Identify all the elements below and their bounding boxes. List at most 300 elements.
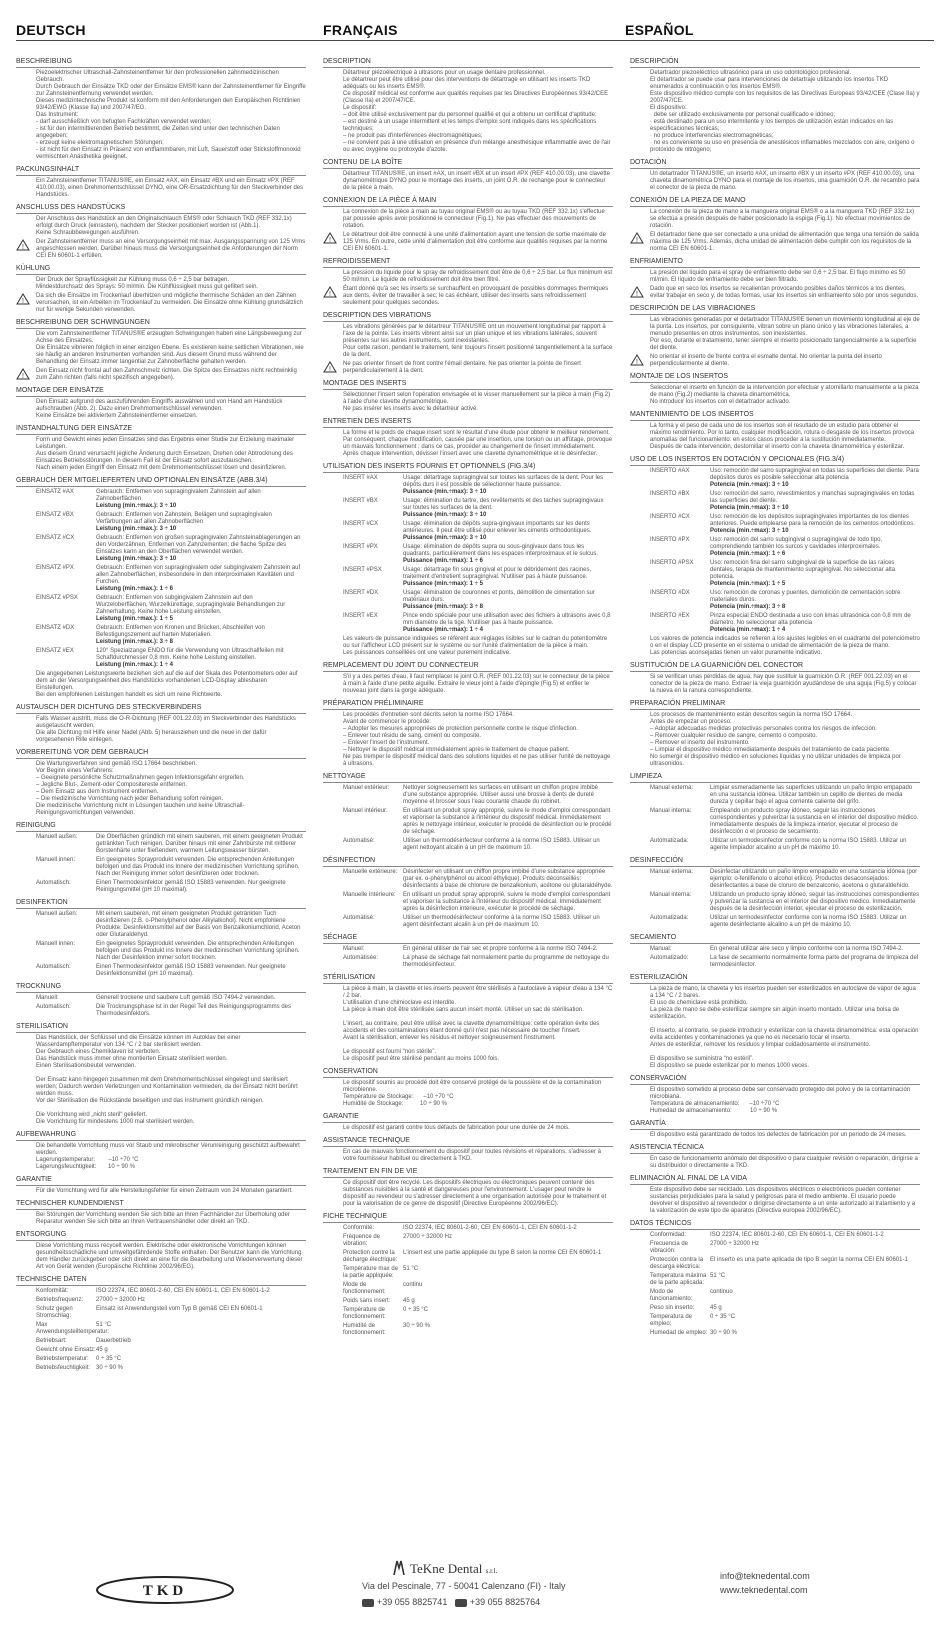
svg-text:!: ! <box>329 291 331 298</box>
insert-desc <box>96 625 306 646</box>
section-text-asistencia: En caso de funcionamiento anómalo del dispositivo o para cualquier revisión o reparación, dirigirse a su distribuidor o directamente a TKD. <box>650 1156 920 1169</box>
row-label: Manual externa: <box>650 869 694 875</box>
row-label: Manuell innen: <box>36 941 76 947</box>
insert-desc <box>96 648 306 669</box>
insert-name: INSERT #BX <box>343 498 378 504</box>
section-title-preparation: PRÉPARATION PRÉLIMINAIRE <box>323 700 613 710</box>
data-row <box>323 1234 613 1248</box>
section-title-vibraciones: DESCRIPCIÓN DE LAS VIBRACIONES <box>630 305 920 315</box>
section-title-beschreibung: BESCHREIBUNG <box>16 58 306 68</box>
insert-row <box>16 625 306 646</box>
section-text-instandhaltung: Form und Gewicht eines jeden Einsatzes sind das Ergebnis einer Studie zur Erzielung maximaler Leistungen. Aus diesem Grund verursacht jegliche Änderung durch Einsetzen, Drehen oder Abtrocknung des Einsatzes Betriebsstörungen. In diesem Fall ist der Einsatz sofort auszutauschen. Nach einem jeden Eingriff den Einsatz mit dem Drehmomentschlüssel lösen und desinfizieren. <box>36 437 295 471</box>
data-row <box>630 1314 920 1328</box>
row-value: 30 ÷ 90 % <box>403 1323 430 1329</box>
warning-schwingungen <box>16 368 306 382</box>
row-value: Utilizar un termodesinfector conforme con la norma ISO 15883. Utilizar un agente desinfectante alcalino a un pH de máximo 10. <box>710 915 909 928</box>
section-title-gebrauch: GEBRAUCH DER MITGELIEFERTEN UND OPTIONALEN EINSÄTZE (ABB.3/4) <box>16 477 306 487</box>
row-label: Temperatura máxima de la parte aplicada: <box>650 1273 707 1286</box>
data-row <box>630 785 920 806</box>
data-row <box>323 892 613 913</box>
row-value: Utiliser un thermodésinfecteur conforme à la norme ISO 15883. Utiliser un agent nettoyant alcalin à un pH de maximum 10. <box>403 838 602 851</box>
row-label: Betriebsfrequenz: <box>36 1297 84 1303</box>
data-row <box>630 1305 920 1312</box>
row-value: En general utilizar aire seco y limpio conforme con la norma ISO 7494-2. <box>710 946 904 952</box>
insert-row <box>630 590 920 611</box>
row-value: En général utiliser de l'air sec et propre conforme à la norme ISO 7494-2. <box>403 946 598 952</box>
row-label: Manuelle extérieure: <box>343 869 398 875</box>
insert-desc <box>403 475 613 496</box>
section-title-technische: TECHNISCHE DATEN <box>16 1276 306 1286</box>
insert-desc <box>710 537 920 558</box>
insert-row <box>323 567 613 588</box>
section-text-sterilisation: La pièce à main, la clavette et les inserts peuvent être stérilisés à l'autoclave à vapeur d'eau à 134 °C / 2 bar. L'utilisation d'une chimioclave est interdite. La pièce à main doit être stérilisée sans aucun insert monté. Utiliser un sac de stérilisation. L'insert, au contraire, peut être utilisé avec la clavette dynamométrique: cette opération évite des accidents et des contaminations étant donné qu'il n'est pas nécessaire de toucher l'insert. Avant la stérilisation, enlever les résidus et nettoyer soigneusement l'instrument. Le dispositif est fourni “non stérile”. Le dispositif peut être stérilisé pendant au moins 1000 fois. <box>343 986 613 1062</box>
data-row <box>16 834 306 855</box>
data-row <box>323 1323 613 1337</box>
row-value: ISO 22374, IEC 80601-2-60, CEI EN 60601-1, CEI EN 60601-1-2 <box>403 1225 577 1231</box>
row-label: Protección contra la descarga eléctrica: <box>650 1257 704 1270</box>
section-title-description: DESCRIPTION <box>323 58 613 68</box>
insert-row <box>630 537 920 558</box>
section-text-kundendienst: Bei Störungen der Vorrichtung wenden Sie sich bitte an Ihren Fachhändler zur Überholung oder Reparatur wenden Sie sich bitte an Ihren Vertrauenshändler oder direkt an TKD. <box>36 1212 292 1225</box>
row-label: Manual interna: <box>650 808 692 814</box>
warning-text: Der Zahnsteinentferner muss an eine Versorgungseinheit mit max. Ausgangsspannung von 125 Vrms angeschlossen werden. Darüber hinaus muss die Versorgungseinheit die Anforderungen der Norm CEI EN 60601-1 erfüllen. <box>36 239 306 259</box>
warning-kuehlung <box>16 293 306 314</box>
row-value: 27000 ÷ 32000 Hz <box>96 1297 145 1303</box>
row-value: 45 g <box>710 1305 722 1311</box>
row-label: Automatisch: <box>36 1004 71 1010</box>
insert-row <box>16 512 306 533</box>
section-text-conservacion: El dispositivo sometido al proceso debe ser conservado protegido del polvo y de la contaminación microbiana. Temperatura de almacenamiento: –10 ÷70 °C Humedad de almacenamiento: 10 ÷ 90 % <box>650 1087 911 1114</box>
svg-text:!: ! <box>329 366 331 373</box>
warning-refroid <box>323 286 613 307</box>
row-value: 45 g <box>96 1347 108 1353</box>
data-row <box>16 1338 306 1345</box>
row-label: Manuel intérieur: <box>343 808 388 814</box>
email-link[interactable]: info@teknedental.com <box>720 1571 810 1581</box>
section-title-kundendienst: TECHNISCHER KUNDENDIENST <box>16 1200 306 1210</box>
insert-name: INSERT #DX <box>343 590 379 596</box>
warning-text: Le détartreur doit être connecté à une unité d'alimentation ayant une tension de sortie maximale de 125 Vrms. En outre, cette unité d'alimentation doit être conforme aux qualités requises par la norme CEI EN 60601-1. <box>343 232 608 252</box>
section-text-traitement: Ce dispositif doit être recyclé. Les dispositifs électriques ou électroniques peuvent contenir des substances nuisibles à la santé et dangereuses pour l'environnement. L'usager peut rendre le dispositif au revendeur ou s'adresser directement à une organisation autorisée pour le traitement et pour la valorisation de ce genre de dispositif (Directive Européenne 2002/96/EC). <box>343 1180 608 1207</box>
data-row <box>16 995 306 1002</box>
row-value: 51 °C <box>710 1273 726 1279</box>
insert-power: Potencia (min.÷max): 3 ÷ 10 <box>710 528 789 534</box>
insert-power: Puissance (min.÷max): 1 ÷ 5 <box>403 581 483 587</box>
data-row <box>630 892 920 913</box>
insert-row <box>323 475 613 496</box>
section-text-entretien: La forme et le poids de chaque insert sont le résultat d'une étude pour obtenir le meilleur rendement. Par conséquent, chaque modification, causée par une insertion, une torsion ou un affûtage, provoque un mauvais fonctionnement ; dans ce cas, procéder au changement de l'insert immédiatement. Après chaque intervention, dévisser l'insert avec une clavette dynamométrique et le désinfecter. <box>343 430 613 457</box>
svg-text:!: ! <box>22 244 24 251</box>
data-row <box>630 1273 920 1287</box>
insert-usage: Pince endo spéciale pour une utilisation avec des fichiers à ultrasons avec 0,8 mm diamètre de la tige. N'utiliser pas à haute puissance. <box>403 613 613 626</box>
section-title-trocknung: TROCKNUNG <box>16 983 306 993</box>
data-row <box>323 785 613 806</box>
insert-name: INSERT #PX <box>343 544 378 550</box>
row-label: Gewicht ohne Einsatz: <box>36 1347 96 1353</box>
section-title-entsorgung: ENTSORGUNG <box>16 1231 306 1241</box>
insert-name: EINSATZ #CX <box>36 535 75 541</box>
row-value: Dauerbetrieb <box>96 1338 131 1344</box>
section-text-montaje: Seleccionar el inserto en función de la intervención por efectuar y atornillarlo manualmente a la pieza de mano (Fig.2) mediante la chaveta dinamométrica. No introducir los insertos con el detartrador activado. <box>650 385 919 405</box>
row-value: En utilisant un produit spray approprié, suivre le mode d'emploi correspondant et vaporiser la substance à l'intérieur du dispositif médical. Immédiatement après la désinfection intérieure, exécuter le procédé de séchage. <box>403 892 612 912</box>
row-label: Manual: <box>650 946 672 952</box>
svg-text:!: ! <box>636 359 638 366</box>
row-label: Temperatura de empleo: <box>650 1314 693 1327</box>
section-title-nettoyage: NETTOYAGE <box>323 773 613 783</box>
section-title-sechage: SÉCHAGE <box>323 934 613 944</box>
insert-row <box>630 560 920 588</box>
insert-name: INSERT #EX <box>343 613 378 619</box>
data-row <box>16 1297 306 1304</box>
section-text-preparacion: Los procesos de mantenimiento están descritos según la norma ISO 17664. Antes de empezar un proceso: – Adoptar adecuadas medidas protectivas personales contra los riesgos de infección. – Remover cualquier residuo de sangre, cemento o composito. – Remover el inserto del instrumento. – Limpiar el dispositivo médico inmediatamente después del tratamiento de cada paciente. No sumergir el dispositivo médico en soluciones líquidas y no utilizar unidades de limpieza por ultrasonidos. <box>650 712 901 767</box>
insert-desc <box>710 491 920 512</box>
insert-power: Leistung (min.÷max.): 1 ÷ 4 <box>96 662 173 668</box>
row-label: Betriebstemperatur: <box>36 1356 89 1362</box>
row-value: 0 ÷ 35 °C <box>710 1314 736 1320</box>
row-label: Conformidad: <box>650 1232 687 1238</box>
insert-power: Leistung (min.÷max.): 3 ÷ 8 <box>96 639 173 645</box>
row-label: Automatizado: <box>650 955 689 961</box>
insert-name: EINSATZ #PSX <box>36 595 78 601</box>
insert-power: Puissance (min.÷max): 1 ÷ 6 <box>403 558 483 564</box>
row-label: Max Anwendungsteiltemperatur: <box>36 1322 110 1335</box>
section-title-vibrations: DESCRIPTION DES VIBRATIONS <box>323 312 613 322</box>
row-label: Protection contre la décharge électrique: <box>343 1250 398 1263</box>
row-value: 0 ÷ 35 °C <box>403 1307 429 1313</box>
warning-icon <box>630 286 644 296</box>
row-label: Automatisé: <box>343 838 375 844</box>
phone-icon <box>362 1599 374 1607</box>
warning-icon <box>323 232 337 242</box>
section-text-connexion: La connexion de la pièce à main au tuyau original EMS® ou au tuyau TKD (REF 332.1x) s'effectue par poussée après avoir positionné le connecteur (Fig.1). Ne pas effectuer des mouvements de rotation. <box>343 209 607 229</box>
column-espanol <box>630 58 920 1490</box>
data-row <box>630 1241 920 1255</box>
section-title-eliminacion: ELIMINACIÓN AL FINAL DE LA VIDA <box>630 1175 920 1185</box>
insert-name: INSERT #AX <box>343 475 378 481</box>
section-text-eliminacion: Este dispositivo debe ser reciclado. Los dispositivos eléctricos o electrónicos pueden contener sustancias perjudiciales para la salud y peligrosas para el medio ambiente. El usuario puede devolver el dispositivo al revendedor o dirigirse directamente a un ente autorizado al tratamiento y a la valorización de este tipo de aparatos (Directiva europea 2002/96/EC). <box>650 1187 917 1214</box>
data-row <box>630 808 920 836</box>
data-row <box>630 1257 920 1271</box>
warning-text: Da sich die Einsätze im Trockenlauf überhitzen und mögliche thermische Schäden an den Zähnen verursachen, ist ein Arbeiten im Trockenlauf zu vermeiden. Die Einsätze ohne Kühlung grundsätzlich nur für wenige Sekunden verwenden. <box>36 293 303 313</box>
row-label: Betriebsfeuchtigkeit: <box>36 1365 91 1371</box>
insert-row <box>323 521 613 542</box>
data-row <box>16 1347 306 1354</box>
insert-desc <box>710 590 920 611</box>
insert-power: Puissance (min.÷max): 1 ÷ 4 <box>403 627 483 633</box>
tekne-logo-icon <box>392 1559 406 1577</box>
insert-power: Leistung (min.÷max.): 3 ÷ 10 <box>96 503 177 509</box>
row-value: Nettoyer soigneusement les surfaces en utilisant un chiffon propre imbibé d'une substance appropriée. Utiliser aussi une brosse à dents de dureté moyenne et brosser sous l'eau courante chaude du robinet. <box>403 785 600 805</box>
row-value: Ein geeignetes Sprayprodukt verwenden. Die entsprechenden Anleitungen befolgen und das Produkt ins Innere der medizinischen Vorrichtung sprühen. Nach der Reinigung immer sofort desinfizieren oder trocknen. <box>96 857 302 877</box>
row-label: Frecuencia de vibración: <box>650 1241 689 1254</box>
section-title-fiche: FICHE TECHNIQUE <box>323 1213 613 1223</box>
row-label: Automatisch: <box>36 880 71 886</box>
section-title-garantie: GARANTIE <box>323 1113 613 1123</box>
insert-power: Leistung (min.÷max.): 1 ÷ 6 <box>96 586 173 592</box>
data-row <box>630 946 920 953</box>
row-label: Manuel extérieur: <box>343 785 390 791</box>
row-value: 0 ÷ 35 °C <box>96 1356 122 1362</box>
insert-desc <box>403 590 613 611</box>
warning-connexion <box>323 232 613 253</box>
insert-row <box>323 498 613 519</box>
section-title-packungsinhalt: PACKUNGSINHALT <box>16 166 306 176</box>
data-row <box>630 955 920 969</box>
insert-power: Leistung (min.÷max.): 3 ÷ 10 <box>96 526 177 532</box>
insert-desc <box>710 613 920 634</box>
warning-icon <box>323 361 337 371</box>
row-value: Ein geeignetes Sprayprodukt verwenden. Die entsprechenden Anleitungen befolgen und das Produkt ins Innere der medizinischen Vorrichtung sprühen. Nach der Desinfektion immer sofort trocknen. <box>96 941 302 961</box>
section-text-schwingungen: Die vom Zahnsteinentferner TITANUS®E erzeugten Schwingungen haben eine Längsbewegung zur Achse des Einsatzes. Die Einsätze vibrieren folglich in einer einzigen Ebene. Es existieren keine seitlichen Vibrationen, wie sie häufig an anderen Instrumenten vorhanden sind. Aus diesem Grund muss während der Behandlung der Einsatz immer tangential zur Zahnoberfläche gehalten werden. <box>36 331 304 365</box>
row-label: Automatizada: <box>650 915 689 921</box>
insert-row <box>630 613 920 634</box>
section-text-austausch: Falls Wasser austritt, muss die O-R-Dichtung (REF 001.22.03) im Steckverbinder des Handstücks ausgetauscht werden. Die alte Dichtung mit Hilfe einer Nadel (Abb. 5) herausziehen und die neue in der dafür vorgesehenen Rille einlegen. <box>36 716 296 743</box>
section-text-vorbereitung: Die Wartungsverfahren sind gemäß ISO 17664 beschrieben. Vor Beginn eines Verfahrens: – Geeignete persönliche Schutzmaßnahmen gegen Infektionsgefahr ergreifen. – Jegliche Blut-, Zement-oder Compositereste entfernen. – Dem Einsatz aus dem Instrument entfernen. – Die medizinische Vorrichtung nach jeder Behandlung sofort reinigen. Die medizinische Vorrichtung nicht in Lösungen tauchen und keine Ultraschall-Reinigungsvorrichtungen verwenden. <box>36 761 245 816</box>
data-row <box>323 1225 613 1232</box>
data-row <box>630 869 920 890</box>
insert-usage: Gebrauch: Entfernen von supragingivalem Zahnstein auf allen Zahnoberflächen <box>96 489 263 502</box>
section-text-conexion: La conexión de la pieza de mano a la manguera original EMS® o a la manguera TKD (REF 332.1x) se efectúa a presión después de haber posicionado la espiga (Fig.1). No efectuar movimientos de rotación. <box>650 209 916 229</box>
header-deutsch: DEUTSCH <box>16 22 86 38</box>
data-row <box>323 1250 613 1264</box>
row-value: 27000 ÷ 32000 Hz <box>403 1234 452 1240</box>
data-row <box>16 857 306 878</box>
section-title-instandhaltung: INSTANDHALTUNG DER EINSÄTZE <box>16 425 306 435</box>
section-note-gebrauch: Die angegebenen Leistungswerte beziehen sich auf die auf der Skala des Potentiometers oder auf dem an der Versorgungseinheit des Handstücks vorhandenen LCD-Display ablesbaren Einstellungen. Bei den empfohlenen Leistungen handelt es sich um reine Richtwerte. <box>36 671 298 698</box>
warning-text: Ne pas orienter l'insert de front contre l'émail dentaire. Ne pas orienter la pointe de l'insert perpendiculairement à la dent. <box>343 361 581 374</box>
insert-desc <box>96 595 306 623</box>
row-label: Schutz gegen Stromschlag: <box>36 1306 73 1319</box>
section-text-remplacement: S'il y a des pertes d'eau, il faut remplacer le joint O.R. (REF 001.22.03) sur le connecteur de la pièce à main à l'aide d'une petite aiguille. Extraire le vieux joint à l'aide d'épingle (Fig.5) et enfiler le nouveau joint dans la gorge adéquate. <box>343 674 612 694</box>
section-title-preparacion: PREPARACIÓN PRELIMINAR <box>630 700 920 710</box>
insert-desc <box>403 544 613 565</box>
section-text-garantie: Le dispositif est garanti contre tous défauts de fabrication pour une durée de 24 mois. <box>343 1125 570 1131</box>
tkd-logo <box>95 1575 235 1605</box>
section-title-aufbewahrung: AUFBEWAHRUNG <box>16 1131 306 1141</box>
section-text-sterilisation: Das Handstück, der Schlüssel und die Einsätze können im Autoklav bei einer Wasserdampftemperatur von 134 °C / 2 bar sterilisiert werden. Der Gebrauch eines Chemiklaven ist verboten. Das Handstück muss immer ohne montierten Einsatz sterilisiert werden. Einen Sterilisationsbeutel verwenden. Der Einsatz kann hingegen zusammen mit dem Drehmomentschlüssel eingelegt und sterilisiert werden; Dadurch werden Verletzungen und Kontamination vermieden, da der Einsatz nicht berührt werden muss. Vor der Sterilisation die Rückstände beseitigen und das Instrument gründlich reinigen. Die Vorrichtung wird „nicht steril“ geliefert. Die Vorrichtung für mindestens 1000 mal sterilisiert werden. <box>36 1035 298 1125</box>
row-value: Einen Thermodesinfektor gemäß ISO 15883 verwenden. Nur geeignete Reinigungsmittel (pH 10 maximal). <box>96 880 288 893</box>
warning-text: Étant donné qu'à sec les inserts se surchauffent en provoquant de possibles dommages thermiques aux dents, éviter de travailler à sec; le cas échéant, utiliser des inserts sans refroidissement seulement pour quelques secondes. <box>343 286 609 306</box>
section-title-montaje: MONTAJE DE LOS INSERTOS <box>630 373 920 383</box>
insert-name: EINSATZ #PX <box>36 565 74 571</box>
data-row <box>323 1282 613 1296</box>
data-row <box>323 869 613 890</box>
row-value: Limpiar esmeradamente las superficies utilizando un paño limpio empapado en una sustancia idónea. Utilizar también un cepillo de dientes de media dureza y cepillar bajo el agua corriente caliente del grifo. <box>710 785 914 805</box>
section-text-esterilizacion: La pieza de mano, la chaveta y los insertos pueden ser esterilizados en autoclave de vapor de agua a 134 °C / 2 bares. El uso de chemiclave está prohibido. La pieza de mano se debe esterilizar siempre sin algún inserto montado. Utilizar una bolsa de esterilización. El inserto, al contrario, se puede introducir y esterilizar con la chaveta dinamométrica: esta operación evita accidentes y contaminaciones ya que no es necesario tocar el inserto. Antes de esterilizar, remover los residuos y limpiar cuidadosamente el instrumento. El dispositivo se suministra “no estéril”. El dispositivo se puede esterilizar por lo menos 1000 veces. <box>650 986 919 1069</box>
row-label: Humedad de empleo: <box>650 1330 708 1336</box>
insert-name: EINSATZ #DX <box>36 625 75 631</box>
section-text-montage: Sélectionner l'insert selon l'opération envisagée et le visser manuellement sur la pièce à main (Fig.2) à l'aide d'une clavette dynamométrique. Ne pas insérer les inserts avec le détartreur activé. <box>343 392 611 412</box>
phone-number: +39 055 8825741 <box>377 1597 448 1607</box>
company-phones <box>362 1597 540 1607</box>
row-value: Désinfecter en utilisant un chiffon propre imbibé d'une substance appropriée (par ex. o-phénylphénol ou alcool éthylique). Produits déconseillés: désinfectants à base de chlorure de benzalkonium, acétone ou glutaraldéhyde. <box>403 869 613 889</box>
row-label: Manuel: <box>343 946 365 952</box>
row-label: Température max de la partie appliquée: <box>343 1266 399 1279</box>
insert-power: Potencia (min.÷max): 1 ÷ 6 <box>710 551 786 557</box>
insert-row <box>630 491 920 512</box>
insert-desc <box>96 489 306 510</box>
row-value: Einsatz ist Anwendungsteil vom Typ B gemäß CEI EN 60601-1 <box>96 1306 263 1312</box>
row-value: Desinfectar utilizando un paño limpio empapado en una sustancia idónea (por ejemplo: o-fenilfenolo o alcohol etílico). Productos desaconsejados: desinfectantes a base de cloruro de benzalconio, acetona o glutaraldehído. <box>710 869 919 889</box>
insert-usage: Pinza especial ENDO destinada a uso con limas ultrasónica con 0,8 mm de diámetro. No seleccionar alta potencia <box>710 613 913 626</box>
section-text-dotacion: Un detartrador TITANUS®E, un inserto #AX, un inserto #BX y un inserto #PX (REF 410.00.03), una chaveta dinamométrica DYNO para el montaje de los insertos, una guarnición O.R. de recambio para el conector de la pieza de mano. <box>650 171 922 191</box>
insert-power: Puissance (min.÷max): 3 ÷ 8 <box>403 604 483 610</box>
data-row <box>16 1322 306 1336</box>
insert-usage: Uso: remoción de coronas y puentes, demolición de cementación sobre materiales duros. <box>710 590 903 603</box>
insert-usage: Gebrauch: Entfernen von Kronen und Brücken, Abschleifen von Befestigungszement auf harten Materialien. <box>96 625 267 638</box>
section-title-uso: USO DE LOS INSERTOS EN DOTACIÓN Y OPCIONALES (FIG.3/4) <box>630 456 920 466</box>
row-value: Mit einem sauberen, mit einem geeigneten Produkt getränkten Tuch desinfizieren (z.B. o-Phenylphenol oder Alkylalkohol). Nicht empfohlene Produkte: Desinfektionsmittel auf der Basis von Benzalkoniumchlorid, Aceton oder Glutaraldehyd. <box>96 911 303 938</box>
fax-icon <box>455 1599 467 1607</box>
insert-power: Puissance (min.÷max): 3 ÷ 10 <box>403 489 487 495</box>
data-row <box>323 808 613 836</box>
warning-text: Den Einsatz nicht frontal auf den Zahnschmelz richten. Die Spitze des Einsatzes nicht rechtwinklig zum Zahn richten (falls nicht spezifisch angegeben). <box>36 368 297 381</box>
footer <box>0 1555 950 1628</box>
data-row <box>630 915 920 929</box>
section-title-anschluss: ANSCHLUSS DES HANDSTÜCKS <box>16 204 306 214</box>
section-title-asistencia: ASISTENCIA TÉCNICA <box>630 1144 920 1154</box>
insert-desc <box>96 535 306 563</box>
data-row <box>630 838 920 852</box>
insert-desc <box>96 565 306 593</box>
insert-row <box>630 468 920 489</box>
row-value: 51 °C <box>96 1322 112 1328</box>
section-title-conexion: CONEXIÓN DE LA PIEZA DE MANO <box>630 197 920 207</box>
section-text-kuehlung: Der Druck der Sprayflüssigkeit zur Kühlung muss 0,6 ÷ 2,5 bar betragen. Mindestdurchsatz des Sprays: 50 ml/min. Die Kühlflüssigkeit muss gut gefiltert sein. <box>36 277 259 290</box>
row-label: Manual interna: <box>650 892 692 898</box>
svg-text:!: ! <box>636 291 638 298</box>
row-value: 27000 ÷ 32000 Hz <box>710 1241 759 1247</box>
row-label: Conformité: <box>343 1225 375 1231</box>
row-value: Generell trockene und saubere Luft gemäß ISO 7494-2 verwenden. <box>96 995 276 1001</box>
section-title-desinfection: DÉSINFECTION <box>323 857 613 867</box>
insert-row <box>323 590 613 611</box>
section-text-description: Détartreur piézoélectrique à ultrasons pour un usage dentaire professionnel. Le détartreur peut être utilisé pour des interventions de détartrage en utilisant les inserts TKD adéquats ou les inserts EMS®. Ce dispositif médical est conforme aux qualités requises par les Directives Européennes 93/42/CEE (Classe IIa) et 2007/47/CE. Le dispositif: – doit être utilisé exclusivement par du personnel qualifié et qui a obtenu un certificat d'aptitude; – est destiné à un usage intermittent et les temps d'emploi sont indiqués dans les spécifications techniques; – ne produit pas d'interférences électromagnétiques; – ne convient pas à une utilisation en présence d'un mélange anesthésique inflammable avec de l'air ou avec oxygène ou protoxyde d'azote. <box>343 70 611 153</box>
section-text-entsorgung: Diese Vorrichtung muss recycelt werden. Elektrische oder elektronische Vorrichtungen können gesundheitsschädliche und umweltgefährdende Stoffe enthalten. Der Benutzer kann die Vorrichtung dem Händler zurückgeben oder sich direkt an eine für die Bearbeitung und Wiederverwertung dieser Art von Gerät wenden (Europäische Richtlinie 2002/96/EG). <box>36 1243 304 1270</box>
data-row <box>16 1365 306 1372</box>
warning-text: El detartrador tiene que ser conectado a una unidad de alimentación que tenga una tensión de salida máxima de 125 Vrms. Además, dicha unidad de alimentación debe cumplir con los requisitos de la norma CEI EN 60601-1. <box>650 232 919 252</box>
warning-icon <box>16 239 30 249</box>
section-title-desinfeccion: DESINFECCIÓN <box>630 857 920 867</box>
column-francais <box>323 58 613 1488</box>
insert-power: Leistung (min.÷max.): 3 ÷ 10 <box>96 556 177 562</box>
row-value: 45 g <box>403 1298 415 1304</box>
insert-desc <box>403 521 613 542</box>
data-row <box>323 1298 613 1305</box>
insert-name: INSERT #PSX <box>343 567 382 573</box>
data-row <box>323 1307 613 1321</box>
row-value: Einen Thermodesinfektor gemäß ISO 15883 verwenden. Nur geeignete Desinfektionsmittel (pH 10 maximal). <box>96 964 288 977</box>
svg-text:!: ! <box>22 373 24 380</box>
header-divider <box>16 40 934 41</box>
insert-usage: Gebrauch: Entfernen von supragingivalem oder subgingivalem Zahnstein auf allen Zahnoberflächen, insbesondere in den interproximalen Kavitäten und Furchen. <box>96 565 302 585</box>
insert-name: INSERTO #DX <box>650 590 690 596</box>
insert-power: Puissance (min.÷max): 3 ÷ 10 <box>403 512 487 518</box>
row-value: Utiliser un thermodésinfecteur conforme à la norme ISO 15883. Utiliser un agent désinfectant alcalin à un pH de maximum 10. <box>403 915 602 928</box>
section-text-vibraciones: Las vibraciones generadas por el detartrador TITANUS®E tienen un movimiento longitudinal al eje de la punta. Los insertos, por consiguiente, vibran sobre un plano único y las vibraciones laterales, a menudo presentes en otros instrumentos, son inexistentes. Por eso, durante el tratamiento, tener siempre el inserto posicionado tangencialmente a la superficie del diente. <box>650 317 920 351</box>
section-text-garantia: El dispositivo está garantizado de todos los defectos de fabricación por un periodo de 24 meses. <box>650 1132 907 1138</box>
section-title-conservation: CONSERVATION <box>323 1068 613 1078</box>
data-row <box>16 964 306 978</box>
row-label: Betriebsart: <box>36 1338 67 1344</box>
section-text-contenu: Détartreur TITANUS®E, un insert #AX, un insert #BX et un insert #PX (REF 410.00.03), une clavette dynamométrique DYNO pour le montage des inserts, un joint O.R. de rechange pour le connecteur de la pièce à main. <box>343 171 612 191</box>
insert-usage: 120° Spezialzange ENDO für die Verwendung von Ultraschallfeilen mit Schaftdurchmesser 0,8 mm. Keine hohe Leistung einstellen. <box>96 648 286 661</box>
insert-name: INSERTO #CX <box>650 514 690 520</box>
insert-row <box>323 544 613 565</box>
section-text-sustitucion: Si se verifican unas pérdidas de agua, hay que sustituir la guarnición O.R. (REF 001.22.03) en el conector de la pieza de mano. Extraer la vieja guarnición ayudándose de una aguja (Fig.5) y colocar la nueva en la ranura correspondiente. <box>650 674 919 694</box>
data-row <box>16 1356 306 1363</box>
row-label: Modo de funcionamiento: <box>650 1289 693 1302</box>
column-deutsch <box>16 58 306 1545</box>
data-row <box>630 1289 920 1303</box>
row-label: Konformität: <box>36 1288 69 1294</box>
section-title-utilisation: UTILISATION DES INSERTS FOURNIS ET OPTIONNELS (FIG.3/4) <box>323 463 613 473</box>
section-text-assistance: En cas de mauvais fonctionnement du dispositif pour toutes révisions et réparations, s'adresser à votre fournisseur habituel ou directement à TKD. <box>343 1149 603 1162</box>
insert-name: INSERTO #EX <box>650 613 690 619</box>
insert-row <box>16 489 306 510</box>
insert-power: Potencia (min.÷max): 1 ÷ 4 <box>710 627 786 633</box>
insert-desc <box>710 514 920 535</box>
insert-usage: Uso: remoción del sarro supragingival en todas las superficies del diente. Para depósitos duros es posible seleccionar alta potencia <box>710 468 921 481</box>
section-title-conservacion: CONSERVACIÓN <box>630 1075 920 1085</box>
insert-row <box>323 613 613 634</box>
row-value: Utilizando un producto spray idóneo, seguir las instrucciones correspondientes y pulverizar la sustancia en el interior del dispositivo médico. Inmediatamente después de la desinfección interior, ejecutar el proceso de esterilización. <box>710 892 921 912</box>
section-title-reinigung: REINIGUNG <box>16 822 306 832</box>
section-note-uso: Los valores de potencia indicados se refieren a los ajustes legibles en el cuadrante del potenciómetro o en el display LCD presente en el sistema o unidad de alimentación de la pieza de mano. Las potencias aconsejadas tienen un valor puramente indicativo. <box>650 636 920 656</box>
section-text-garantie: Für die Vorrichtung wird für alle Herstellungsfehler für einen Zeitraum von 24 Monaten garantiert. <box>36 1188 293 1194</box>
insert-usage: Gebrauch: Entfernen von subgingivalem Zahnstein auf den Wurzeloberflächen, Wurzelkürettage, supragingivale Behandlungen zur Zahnerhaltung. Keine hohe Leistung einstellen. <box>96 595 287 615</box>
row-label: Mode de fonctionnement: <box>343 1282 386 1295</box>
insert-usage: Uso: remoción de los depósitos supragingivales importantes de los dientes anteriores. Puede emplearse para la remoción de los cementos ortodónticos. <box>710 514 915 527</box>
section-title-austausch: AUSTAUSCH DER DICHTUNG DES STECKVERBINDERS <box>16 704 306 714</box>
insert-row <box>16 565 306 593</box>
section-title-secamiento: SECAMIENTO <box>630 934 920 944</box>
section-text-descripcion: Detartrador piezoeléctrico ultrasónico para un uso odontológico profesional. El detartrador se puede usar para intervenciones de detartraje utilizando los insertos TKD enumerados a continuación o los insertos EMS®. Este dispositivo médico cumple con los requisitos de las Directivas Europeas 93/42/CEE (Clase IIa) y 2007/47/CE. El dispositivo: · debe ser utilizado exclusivamente por personal cualificado e idóneo; · está destinado para un uso intermitente y los tiempos de utilización están indicados en las especificaciones técnicas; · no produce interferencias electromagnéticas; · no es conveniente su uso en presencia de anestésicos inflamables mezclados con aire, oxígeno o protóxido de nitrógeno; <box>650 70 920 153</box>
section-title-connexion: CONNEXION DE LA PIÈCE À MAIN <box>323 197 613 207</box>
data-row <box>323 955 613 969</box>
section-title-sterilisation: STERILISATION <box>16 1023 306 1033</box>
data-row <box>16 941 306 962</box>
row-label: Automatizada: <box>650 838 689 844</box>
row-value: L'insert est une partie appliquée du type B selon la norme CEI EN 60601-1 <box>403 1250 602 1256</box>
insert-usage: Uso: remoción del sarro, revestimientos y manchas supragingivales en todas las superficies del diente. <box>710 491 917 504</box>
data-row <box>16 1288 306 1295</box>
warning-text: No orientar el inserto de frente contra el esmalte dental. No orientar la punta del inserto perpendicularmente al diente. <box>650 354 882 367</box>
fax-number: +39 055 8825764 <box>469 1597 541 1607</box>
section-title-descripcion: DESCRIPCIÓN <box>630 58 920 68</box>
insert-desc <box>96 512 306 533</box>
section-note-utilisation: Les valeurs de puissance indiquées se réfèrent aux réglages lisibles sur le cadran du potentiomètre ou sur l'afficheur LCD présent sur le système ou sur l'unité d'alimentation de la pièce à main. Les puissances conseillées ont une valeur purement indicative. <box>343 636 608 656</box>
insert-name: INSERTO #PSX <box>650 560 694 566</box>
insert-name: INSERTO #PX <box>650 537 690 543</box>
row-label: Peso sin inserto: <box>650 1305 695 1311</box>
section-title-sustitucion: SUSTITUCIÓN DE LA GUARNICIÓN DEL CONECTOR <box>630 662 920 672</box>
website-link[interactable]: www.teknedental.com <box>720 1585 808 1595</box>
insert-usage: Gebrauch: Entfernen von Zahnstein, Belägen und supragingivalen Verfärbungen auf allen Zahnoberflächen <box>96 512 274 525</box>
section-title-assistance: ASSISTANCE TECHNIQUE <box>323 1137 613 1147</box>
section-text-anschluss: Der Anschluss des Handstück an den Originalschlauch EMS® oder Schlauch TKD (REF 332.1x) erfolgt durch Druck (einrasten), nachdem der Stecker positioniert worden ist (Abb.1). Keine Schraubbewegungen ausführen. <box>36 216 292 236</box>
warning-icon <box>16 293 30 303</box>
row-label: Manuell außen: <box>36 834 78 840</box>
row-value: El inserto es una parte aplicada de tipo B según la norma CEI EN 60601-1 <box>710 1257 908 1263</box>
data-row <box>16 1306 306 1320</box>
insert-usage: Usage: élimination du tartre, des revêtements et des taches supragingivaux sur toutes les surfaces de la dent. <box>403 498 606 511</box>
warning-conexion <box>630 232 920 253</box>
section-text-conservation: Le dispositif soumis au procédé doit être conservé protégé de la poussière et de la contamination microbienne. Température de Stockage: –10 ÷70 °C Humidité de Stockage: 10 ÷ 90 % <box>343 1080 602 1107</box>
insert-power: Puissance (min.÷max): 3 ÷ 10 <box>403 535 487 541</box>
data-row <box>323 915 613 929</box>
row-value: La phase de séchage fait normalement partie du programme de nettoyage du thermodésinfecteur. <box>403 955 611 968</box>
